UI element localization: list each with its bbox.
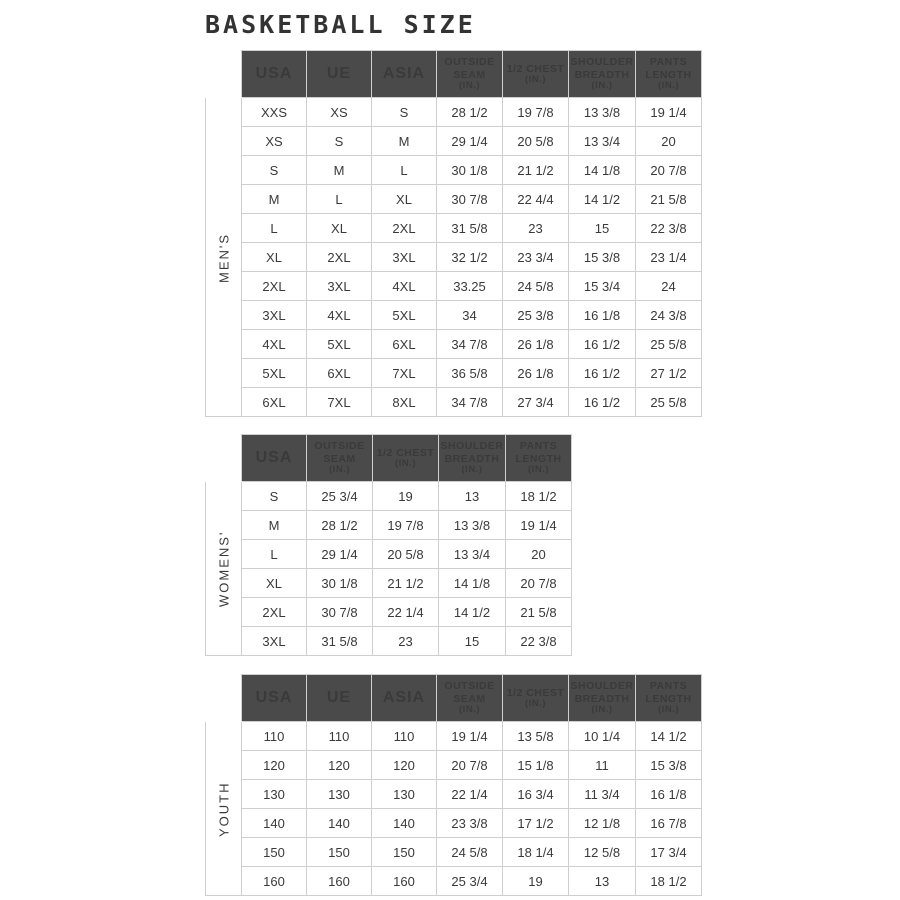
table-row [206,98,702,127]
cell: 19 [373,482,439,511]
cell: 25 3/8 [503,301,569,330]
cell: 140 [372,809,437,838]
womens-col-pants-length-unit: (IN.) [528,463,549,475]
cell: 16 1/2 [569,359,636,388]
cell: 20 [506,540,572,569]
cell: 20 [636,127,702,156]
mens-size-table-wrapper [205,50,702,417]
mens-col-pants-length [636,51,702,98]
cell: 26 1/8 [503,330,569,359]
mens-corner-cell [206,51,242,98]
youth-col-shoulder-breadth-label: SHOULDER BREADTH [570,680,634,705]
table-row [206,867,702,896]
mens-col-ue: UE [307,51,372,98]
cell: 13 [439,482,506,511]
cell: 33.25 [437,272,503,301]
cell: 19 [503,867,569,896]
cell: S [307,127,372,156]
cell: 22 4/4 [503,185,569,214]
cell: 3XL [242,301,307,330]
cell: 19 1/4 [506,511,572,540]
cell: 7XL [307,388,372,417]
table-row [206,809,702,838]
mens-col-shoulder-breadth-unit: (IN.) [591,79,613,91]
youth-col-pants-length-label: PANTS LENGTH [645,680,692,705]
table-row [206,156,702,185]
mens-col-pants-length-label: PANTS LENGTH [645,56,692,81]
cell: 13 3/8 [439,511,506,540]
cell: 30 7/8 [307,598,373,627]
cell: 12 1/8 [569,809,636,838]
cell: 110 [307,722,372,751]
cell: 14 1/8 [569,156,636,185]
cell: 14 1/8 [439,569,506,598]
cell: 24 [636,272,702,301]
cell: 30 1/8 [437,156,503,185]
youth-col-pants-length-unit: (IN.) [658,703,679,715]
youth-col-pants-length [636,675,702,722]
mens-col-usa: USA [242,51,307,98]
mens-col-outside-seam [437,51,503,98]
cell: 13 [569,867,636,896]
cell: 19 1/4 [636,98,702,127]
mens-table-head [206,51,702,98]
cell: XL [242,569,307,598]
cell: S [242,156,307,185]
cell: 150 [307,838,372,867]
cell: 13 3/8 [569,98,636,127]
cell: 16 3/4 [503,780,569,809]
womens-col-pants-length [506,435,572,482]
cell: XXS [242,98,307,127]
youth-col-asia: ASIA [372,675,437,722]
mens-col-shoulder-breadth-label: SHOULDER BREADTH [570,56,634,81]
womens-col-shoulder-breadth-unit: (IN.) [461,463,483,475]
youth-row-label: YOUTH [206,722,242,896]
youth-col-ue: UE [307,675,372,722]
cell: 110 [372,722,437,751]
cell: 2XL [242,598,307,627]
cell: 15 [569,214,636,243]
cell: 25 5/8 [636,330,702,359]
cell: 21 1/2 [373,569,439,598]
cell: 160 [372,867,437,896]
cell: 16 7/8 [636,809,702,838]
womens-corner-cell [206,435,242,482]
cell: 21 5/8 [636,185,702,214]
cell: 20 5/8 [503,127,569,156]
cell: 28 1/2 [437,98,503,127]
mens-col-asia: ASIA [372,51,437,98]
cell: 19 7/8 [373,511,439,540]
cell: 120 [307,751,372,780]
cell: M [242,185,307,214]
cell: 20 7/8 [636,156,702,185]
table-row [206,359,702,388]
cell: 150 [242,838,307,867]
cell: 5XL [242,359,307,388]
cell: 34 [437,301,503,330]
table-row [206,482,572,511]
cell: 12 5/8 [569,838,636,867]
table-row [206,569,572,598]
mens-header-row [206,51,702,98]
cell: 160 [307,867,372,896]
cell: 13 3/4 [439,540,506,569]
youth-size-table-wrapper [205,674,702,896]
cell: 23 1/4 [636,243,702,272]
cell: 27 3/4 [503,388,569,417]
cell: 21 5/8 [506,598,572,627]
cell: 29 1/4 [307,540,373,569]
cell: 30 1/8 [307,569,373,598]
womens-header-row [206,435,572,482]
cell: 36 5/8 [437,359,503,388]
table-row [206,627,572,656]
table-row [206,127,702,156]
cell: 3XL [242,627,307,656]
mens-col-shoulder-breadth [569,51,636,98]
table-row [206,243,702,272]
cell: 140 [242,809,307,838]
cell: 24 3/8 [636,301,702,330]
cell: 10 1/4 [569,722,636,751]
cell: 6XL [307,359,372,388]
cell: 2XL [307,243,372,272]
table-row [206,388,702,417]
cell: M [307,156,372,185]
cell: 23 3/4 [503,243,569,272]
table-row [206,272,702,301]
cell: 2XL [372,214,437,243]
youth-table-body [206,722,702,896]
mens-col-half-chest-unit: (IN.) [525,73,546,85]
youth-header-row [206,675,702,722]
cell: 22 3/8 [506,627,572,656]
cell: 25 3/4 [437,867,503,896]
cell: 15 3/4 [569,272,636,301]
table-row [206,780,702,809]
cell: 3XL [307,272,372,301]
youth-corner-cell [206,675,242,722]
cell: M [242,511,307,540]
mens-col-outside-seam-label: OUTSIDE SEAM [444,56,495,81]
table-row [206,330,702,359]
cell: XS [242,127,307,156]
cell: 130 [372,780,437,809]
youth-col-shoulder-breadth-unit: (IN.) [591,703,613,715]
cell: 15 3/8 [569,243,636,272]
table-row [206,838,702,867]
cell: S [242,482,307,511]
cell: 18 1/2 [636,867,702,896]
cell: 18 1/2 [506,482,572,511]
cell: 160 [242,867,307,896]
womens-col-shoulder-breadth [439,435,506,482]
cell: 16 1/2 [569,388,636,417]
cell: 13 3/4 [569,127,636,156]
mens-col-half-chest [503,51,569,98]
cell: S [372,98,437,127]
cell: 19 7/8 [503,98,569,127]
cell: 22 1/4 [373,598,439,627]
cell: 32 1/2 [437,243,503,272]
cell: 17 1/2 [503,809,569,838]
cell: XS [307,98,372,127]
cell: 6XL [242,388,307,417]
cell: 15 3/8 [636,751,702,780]
cell: 120 [242,751,307,780]
cell: 21 1/2 [503,156,569,185]
youth-col-half-chest-label: 1/2 CHEST [506,686,565,699]
cell: 140 [307,809,372,838]
cell: 13 5/8 [503,722,569,751]
womens-col-shoulder-breadth-label: SHOULDER BREADTH [440,440,504,465]
cell: L [242,540,307,569]
cell: 14 1/2 [439,598,506,627]
cell: 5XL [307,330,372,359]
cell: L [242,214,307,243]
womens-table-head [206,435,572,482]
cell: 31 5/8 [307,627,373,656]
youth-col-shoulder-breadth [569,675,636,722]
cell: XL [372,185,437,214]
cell: M [372,127,437,156]
table-row [206,751,702,780]
table-row [206,511,572,540]
youth-col-outside-seam-unit: (IN.) [459,703,480,715]
womens-size-table [205,434,572,656]
cell: 22 1/4 [437,780,503,809]
cell: 14 1/2 [636,722,702,751]
cell: 11 [569,751,636,780]
womens-col-half-chest-label: 1/2 CHEST [376,446,435,459]
cell: 34 7/8 [437,330,503,359]
cell: 16 1/8 [636,780,702,809]
womens-col-usa: USA [242,435,307,482]
womens-col-pants-length-label: PANTS LENGTH [515,440,562,465]
cell: 25 5/8 [636,388,702,417]
cell: 24 5/8 [503,272,569,301]
cell: XL [307,214,372,243]
cell: 17 3/4 [636,838,702,867]
mens-col-outside-seam-unit: (IN.) [459,79,480,91]
cell: 14 1/2 [569,185,636,214]
cell: 34 7/8 [437,388,503,417]
mens-table-body [206,98,702,417]
womens-col-half-chest [373,435,439,482]
cell: 24 5/8 [437,838,503,867]
youth-col-half-chest [503,675,569,722]
cell: XL [242,243,307,272]
cell: 30 7/8 [437,185,503,214]
cell: 130 [307,780,372,809]
cell: 16 1/2 [569,330,636,359]
womens-table-body [206,482,572,656]
cell: 27 1/2 [636,359,702,388]
cell: 19 1/4 [437,722,503,751]
mens-size-table [205,50,702,417]
cell: 20 7/8 [506,569,572,598]
cell: 23 3/8 [437,809,503,838]
table-row [206,540,572,569]
cell: 25 3/4 [307,482,373,511]
cell: 7XL [372,359,437,388]
cell: 110 [242,722,307,751]
cell: 15 [439,627,506,656]
table-row [206,214,702,243]
womens-col-outside-seam-label: OUTSIDE SEAM [314,440,365,465]
womens-size-table-wrapper [205,434,572,656]
cell: 29 1/4 [437,127,503,156]
womens-col-half-chest-unit: (IN.) [395,457,416,469]
cell: 22 3/8 [636,214,702,243]
womens-col-outside-seam [307,435,373,482]
table-row [206,185,702,214]
cell: 28 1/2 [307,511,373,540]
mens-col-half-chest-label: 1/2 CHEST [506,62,565,75]
table-row [206,598,572,627]
cell: 26 1/8 [503,359,569,388]
cell: 130 [242,780,307,809]
womens-col-outside-seam-unit: (IN.) [329,463,350,475]
youth-col-outside-seam-label: OUTSIDE SEAM [444,680,495,705]
cell: 18 1/4 [503,838,569,867]
cell: 16 1/8 [569,301,636,330]
table-row [206,722,702,751]
table-row [206,301,702,330]
cell: 15 1/8 [503,751,569,780]
cell: 20 7/8 [437,751,503,780]
mens-row-label: MEN'S [206,98,242,417]
cell: 11 3/4 [569,780,636,809]
cell: 5XL [372,301,437,330]
cell: L [307,185,372,214]
youth-col-outside-seam [437,675,503,722]
cell: 3XL [372,243,437,272]
womens-row-label: WOMENS' [206,482,242,656]
cell: 150 [372,838,437,867]
page-title: BASKETBALL SIZE [205,10,476,39]
cell: 4XL [242,330,307,359]
youth-size-table [205,674,702,896]
cell: 8XL [372,388,437,417]
cell: 2XL [242,272,307,301]
cell: 20 5/8 [373,540,439,569]
cell: L [372,156,437,185]
youth-col-usa: USA [242,675,307,722]
cell: 4XL [372,272,437,301]
cell: 23 [373,627,439,656]
cell: 120 [372,751,437,780]
mens-col-pants-length-unit: (IN.) [658,79,679,91]
cell: 4XL [307,301,372,330]
cell: 6XL [372,330,437,359]
youth-col-half-chest-unit: (IN.) [525,697,546,709]
youth-table-head [206,675,702,722]
cell: 31 5/8 [437,214,503,243]
cell: 23 [503,214,569,243]
